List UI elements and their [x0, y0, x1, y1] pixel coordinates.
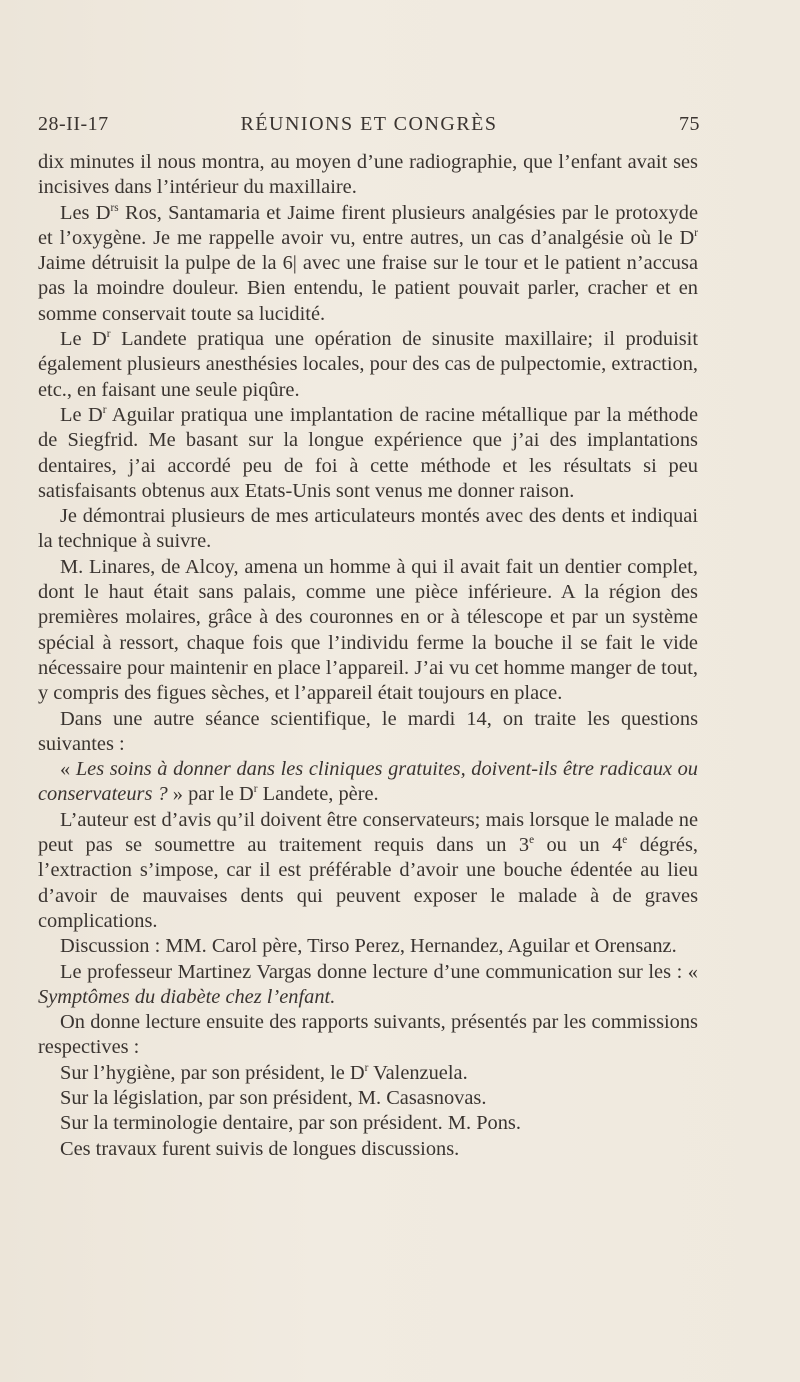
paragraph [38, 504, 698, 555]
superscript: r [694, 227, 698, 240]
paragraph-text: Le D [60, 328, 107, 351]
paragraph [38, 1111, 698, 1136]
paragraph-text: L’auteur est d’avis qu’il doivent être conservateurs; mais lorsque le malade ne peut pas se soumettre au traitement requis dans un 3 [38, 808, 698, 857]
paragraph-text: Landete, père. [257, 783, 379, 806]
paragraph-text: Le D [60, 403, 103, 426]
paragraph [38, 808, 698, 934]
running-header [38, 113, 700, 143]
header-title: RÉUNIONS ET CONGRÈS [240, 113, 498, 135]
paragraph [38, 1061, 698, 1086]
italic-text: Symptômes du diabète chez l’enfant. [38, 985, 336, 1008]
paragraph-text: Jaime détruisit la pulpe de la 6| avec une fraise sur le tour et le patient n’accusa pas la moindre douleur. Bien entendu, le patient pouvait parler, cracher et en somme conservait toute sa lucidité. [38, 252, 698, 325]
paragraph-text: M. Linares, de Alcoy, amena un homme à qui il avait fait un dentier complet, dont le haut était sans palais, comme une pièce inférieure. A la région des premières molaires, grâce à des couronnes en or à télescope et par un système spécial à ressort, chaque fois que l’individu ferme la bouche il se fait le vide nécessaire pour maintenir en place l’appareil. J’ai vu cet homme manger de tout, y compris des figues sèches, et l’appareil était toujours en place. [38, 555, 698, 705]
paragraph [38, 1010, 698, 1061]
paragraph-text: Aguilar pratiqua une implantation de racine métallique par la méthode de Siegfrid. Me basant sur la longue expérience que j’ai des implantations dentaires, j’ai accordé peu de foi à cette méthode et les résultats si peu satisfaisants obtenus aux Etats-Unis sont venus me donner raison. [38, 403, 698, 502]
paragraph-text: Sur l’hygiène, par son président, le D [60, 1061, 365, 1084]
paragraph-text: Le professeur Martinez Vargas donne lecture d’une communication sur les : « [60, 960, 698, 983]
italic-text: Les soins à donner dans les cliniques gratuites, doivent-ils être radicaux ou conservateurs ? [38, 758, 698, 806]
header-date: 28-II-17 [38, 113, 109, 135]
superscript: r [253, 783, 258, 796]
paragraph [38, 201, 698, 327]
paragraph-text: » par le D [167, 783, 254, 806]
superscript: r [102, 404, 107, 417]
paragraph-text: On donne lecture ensuite des rapports suivants, présentés par les commissions respectives : [38, 1011, 698, 1059]
paragraph [38, 934, 698, 959]
paragraph-text: Valenzuela. [368, 1061, 468, 1084]
superscript: r [106, 328, 111, 341]
paragraph-text: Landete pratiqua une opération de sinusite maxillaire; il produisit également plusieurs anesthésies locales, pour des cas de pulpectomie, extraction, etc., en faisant une seule piqûre. [38, 328, 698, 401]
paragraph [38, 555, 698, 707]
paragraph [38, 1137, 698, 1162]
paragraph-text: Ces travaux furent suivis de longues discussions. [60, 1137, 460, 1160]
paragraph-text: dégrés, l’extraction s’impose, car il est préférable d’avoir une bouche édentée au lieu d’avoir de mauvaises dents qui peuvent exposer le malade à de graves complications. [38, 834, 698, 932]
paragraph [38, 757, 698, 808]
paragraph-text: Les D [60, 201, 111, 224]
paragraph [38, 403, 698, 504]
paragraph-text: ou un 4 [534, 834, 623, 857]
body-text [38, 150, 698, 1162]
paragraph [38, 1086, 698, 1111]
paragraph-text: « [60, 758, 76, 781]
superscript: e [622, 834, 628, 847]
superscript: rs [110, 201, 119, 214]
paragraph-text: Je démontrai plusieurs de mes articulateurs montés avec des dents et indiquai la technique à suivre. [38, 505, 698, 553]
paragraph-text: Ros, Santamaria et Jaime firent plusieurs analgésies par le protoxyde et l’oxygène. Je me rappelle avoir vu, entre autres, un cas d’analgésie où le D [38, 201, 699, 249]
paragraph-text: Sur la terminologie dentaire, par son président. M. Pons. [60, 1112, 521, 1135]
paragraph-text: Sur la législation, par son président, M. Casasnovas. [60, 1086, 487, 1109]
superscript: r [364, 1061, 369, 1074]
paragraph [38, 960, 698, 1011]
paragraph-text: Dans une autre séance scientifique, le mardi 14, on traite les questions suivantes : [38, 707, 698, 755]
paragraph [38, 150, 698, 201]
superscript: e [529, 834, 535, 847]
page-number: 75 [679, 113, 700, 135]
paragraph [38, 327, 698, 403]
paragraph-text: dix minutes il nous montra, au moyen d’une radiographie, que l’enfant avait ses incisives dans l’intérieur du maxillaire. [38, 151, 698, 199]
paragraph [38, 707, 698, 758]
paragraph-text: Discussion : MM. Carol père, Tirso Perez, Hernandez, Aguilar et Orensanz. [60, 935, 677, 958]
